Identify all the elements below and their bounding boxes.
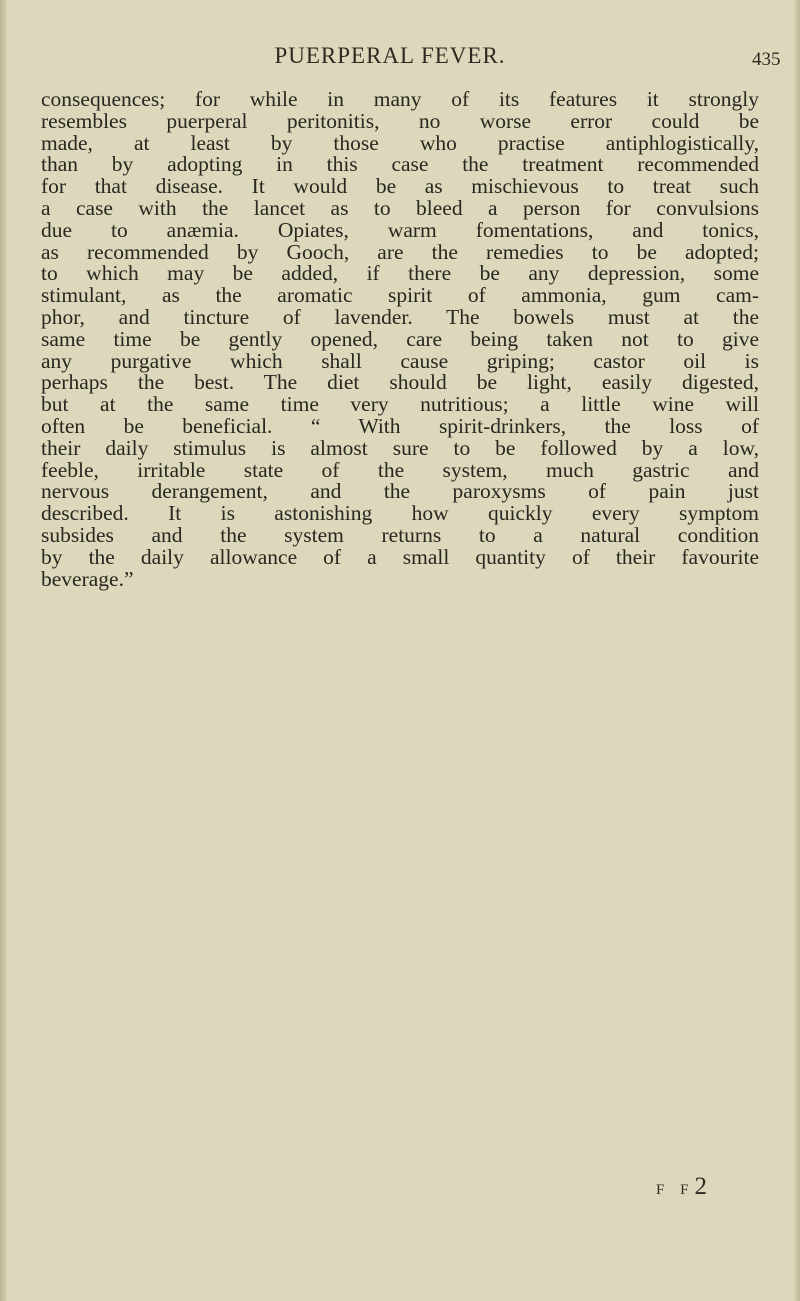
text-line: resembles puerperal peritonitis, no worse error could be xyxy=(41,108,759,133)
text-line: often be beneficial. “ With spirit-drinkers, the loss of xyxy=(41,413,759,438)
body-text xyxy=(41,89,759,590)
signature-mark xyxy=(656,1172,709,1205)
text-line: to which may be added, if there be any depression, some xyxy=(41,261,759,286)
page-number: 435 xyxy=(752,49,781,70)
text-line: by the daily allowance of a small quantity of their favourite xyxy=(41,544,759,569)
text-line: than by adopting in this case the treatment recommended xyxy=(41,152,759,177)
text-line: made, at least by those who practise antiphlogistically, xyxy=(41,130,759,155)
text-line: consequences; for while in many of its features it strongly xyxy=(41,87,759,111)
text-line: stimulant, as the aromatic spirit of ammonia, gum cam- xyxy=(41,283,759,308)
text-line: perhaps the best. The diet should be light, easily digested, xyxy=(41,370,759,395)
text-line: beverage.” xyxy=(41,566,134,591)
text-line: due to anæmia. Opiates, warm fomentations, and tonics, xyxy=(41,217,759,242)
text-line: same time be gently opened, care being taken not to give xyxy=(41,326,759,351)
text-line: for that disease. It would be as mischievous to treat such xyxy=(41,174,759,199)
text-line: but at the same time very nutritious; a little wine will xyxy=(41,392,759,417)
text-line: nervous derangement, and the paroxysms of pain just xyxy=(41,479,759,504)
text-line: described. It is astonishing how quickly every symptom xyxy=(41,501,759,526)
text-line: feeble, irritable state of the system, much gastric and xyxy=(41,457,759,482)
running-head: PUERPERAL FEVER. xyxy=(274,43,506,68)
signature-letters: F F xyxy=(656,1182,695,1198)
page-edge-left xyxy=(0,0,7,1301)
text-line: any purgative which shall cause griping; castor oil is xyxy=(41,348,759,373)
text-line: subsides and the system returns to a natural condition xyxy=(41,522,759,547)
text-line: a case with the lancet as to bleed a person for convulsions xyxy=(41,195,759,220)
page-edge-right xyxy=(794,0,800,1301)
page-header xyxy=(0,38,800,74)
signature-number: 2 xyxy=(694,1173,709,1200)
text-line: their daily stimulus is almost sure to be followed by a low, xyxy=(41,435,759,460)
text-line: phor, and tincture of lavender. The bowels must at the xyxy=(41,304,759,329)
text-line: as recommended by Gooch, are the remedies to be adopted; xyxy=(41,239,759,264)
